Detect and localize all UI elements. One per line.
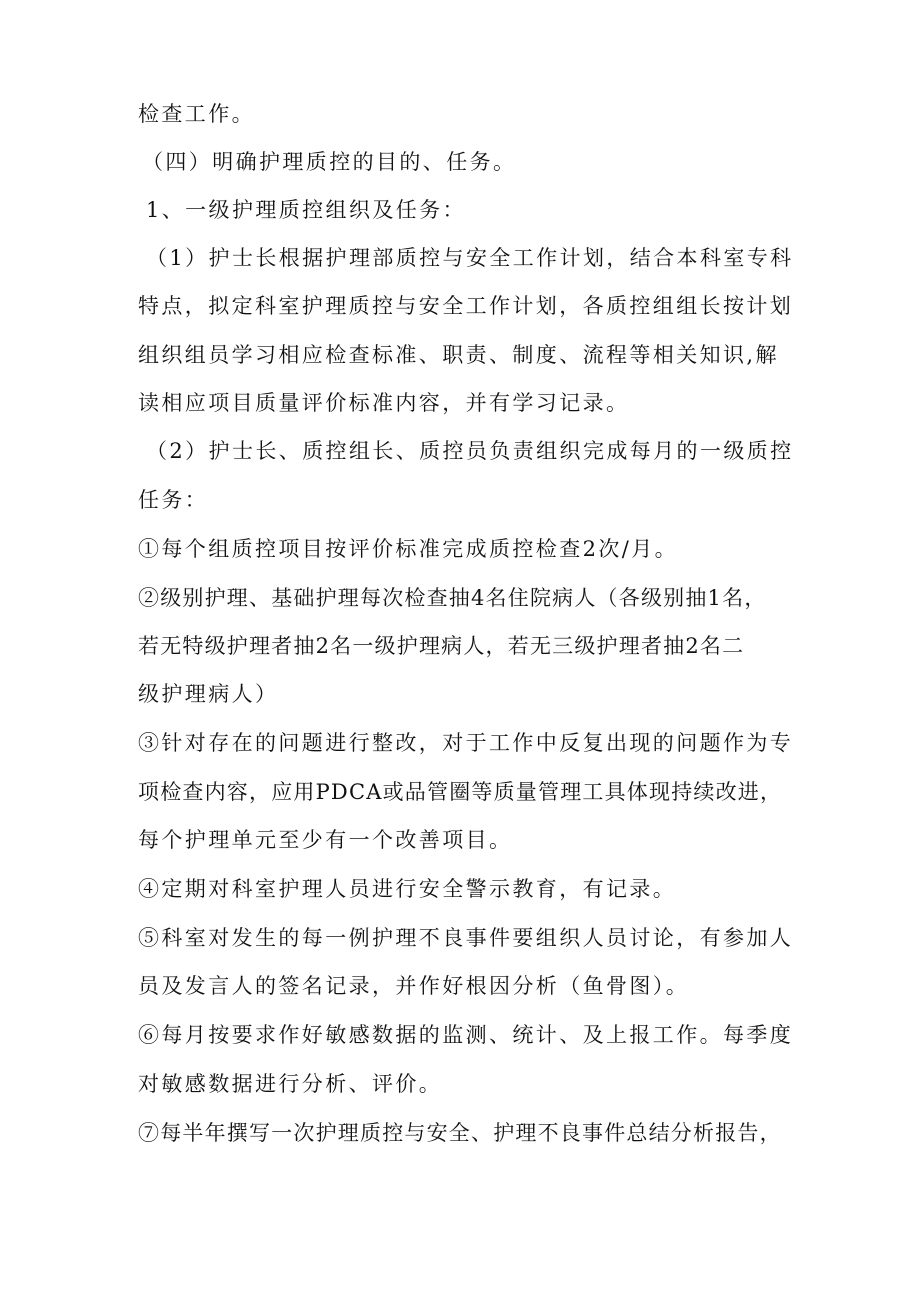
- list-item: ③针对存在的问题进行整改，对于工作中反复出现的问题作为专: [138, 731, 794, 755]
- text-line: （1）护士长根据护理部质控与安全工作计划，结合本科室专科: [146, 246, 794, 270]
- subsection-heading: 1、一级护理质控组织及任务：: [146, 198, 466, 222]
- text-line: （2）护士长、质控组长、质控员负责组织完成每月的一级质控: [146, 439, 794, 463]
- section-heading: （四）明确护理质控的目的、任务。: [142, 150, 517, 174]
- list-item: ①每个组质控项目按评价标准完成质控检查2次/月。: [138, 537, 679, 561]
- text-line: 读相应项目质量评价标准内容，并有学习记录。: [138, 391, 630, 415]
- text-line: 特点，拟定科室护理质控与安全工作计划，各质控组组长按计划: [138, 294, 794, 318]
- text-line: 检查工作。: [138, 102, 255, 126]
- text-line: 每个护理单元至少有一个改善项目。: [138, 828, 513, 852]
- text-line: 任务：: [138, 488, 209, 512]
- list-item: ④定期对科室护理人员进行安全警示教育，有记录。: [138, 877, 677, 901]
- list-item: ②级别护理、基础护理每次检查抽4名住院病人（各级别抽1名，: [138, 586, 767, 610]
- text-line: 级护理病人）: [138, 682, 279, 706]
- text-line: 组织组员学习相应检查标准、职责、制度、流程等相关知识,解: [138, 343, 779, 367]
- text-line: 项检查内容，应用PDCA或品管圈等质量管理工具体现持续改进，: [138, 780, 783, 804]
- list-item: ⑦每半年撰写一次护理质控与安全、护理不良事件总结分析报告，: [138, 1121, 782, 1145]
- text-line: 员及发言人的签名记录，并作好根因分析（鱼骨图）。: [138, 974, 690, 998]
- list-item: ⑤科室对发生的每一例护理不良事件要组织人员讨论，有参加人: [138, 926, 794, 950]
- text-line: 若无特级护理者抽2名一级护理病人，若无三级护理者抽2名二: [138, 634, 745, 658]
- text-line: 对敏感数据进行分析、评价。: [138, 1072, 443, 1096]
- list-item: ⑥每月按要求作好敏感数据的监测、统计、及上报工作。每季度: [138, 1023, 794, 1047]
